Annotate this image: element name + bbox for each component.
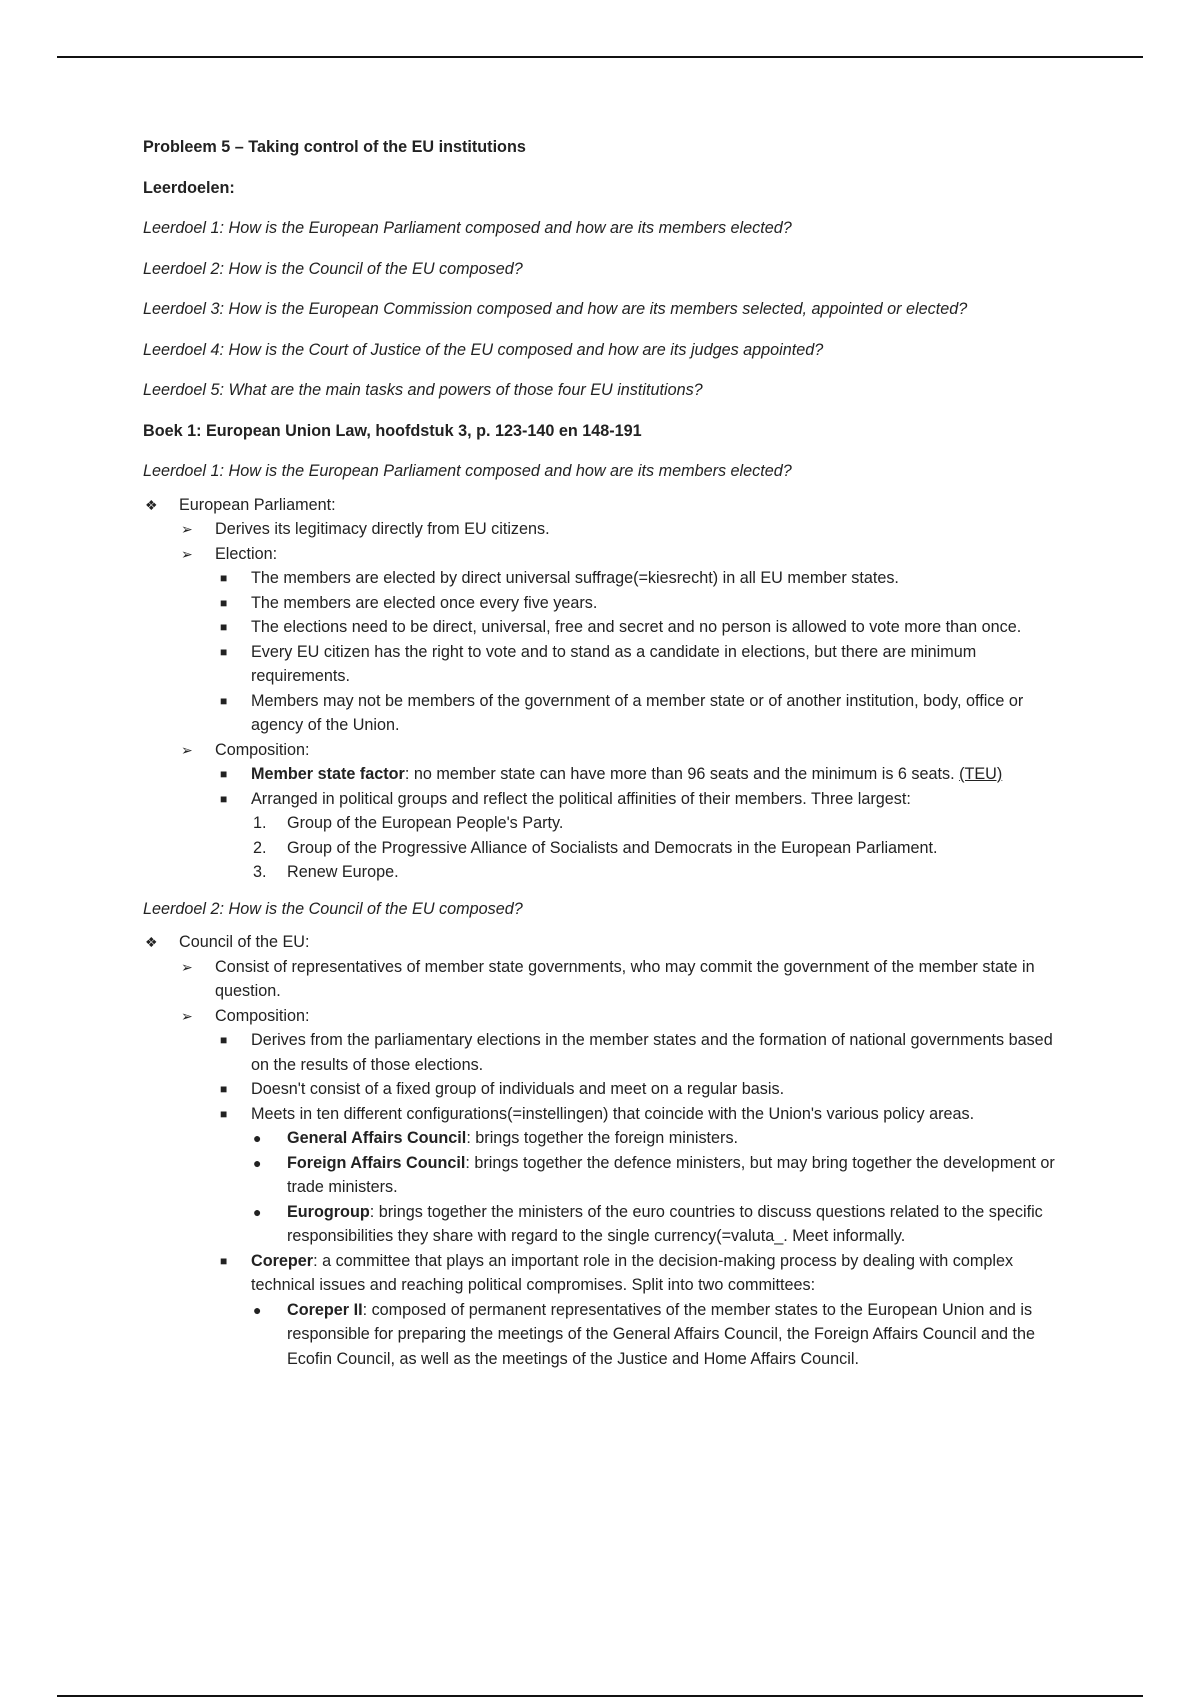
list-item: ■ Doesn't consist of a fixed group of individuals and meet on a regular basis. — [143, 1077, 1063, 1102]
numbered-item: 1. Group of the European People's Party. — [253, 814, 564, 832]
square-bullet-icon: ■ — [220, 1253, 228, 1268]
square-bullet-icon: ■ — [220, 767, 228, 781]
learning-goal: Leerdoel 2: How is the Council of the EU composed? — [143, 259, 523, 278]
learning-goals-heading: Leerdoelen: — [143, 178, 235, 197]
square-bullet-icon: ■ — [220, 620, 228, 634]
arrowhead-bullet-icon: ➢ — [181, 521, 193, 537]
learning-goal: Leerdoel 4: How is the Court of Justice of the EU composed and how are its judges appointed? — [143, 340, 824, 359]
list-item: ■ The members are elected once every five years. — [143, 591, 1063, 616]
arrowhead-bullet-icon: ➢ — [181, 1007, 193, 1024]
square-bullet-icon: ■ — [220, 571, 228, 585]
list-item: ■ The elections need to be direct, universal, free and secret and no person is allowed to vote more than once. — [143, 615, 1063, 640]
list-item: ❖ Council of the EU: — [143, 930, 1063, 955]
dot-bullet-icon: ● — [253, 1203, 262, 1220]
header-rule — [57, 56, 1143, 58]
learning-goal: Leerdoel 1: How is the European Parliament composed and how are its members elected? — [143, 219, 792, 237]
numbered-item: 3. Renew Europe. — [253, 863, 399, 881]
list-item: ■ Members may not be members of the government of a member state or of another institution, body, office or agency of the Union. — [143, 689, 1063, 738]
list-item: ■ The members are elected by direct universal suffrage(=kiesrecht) in all EU member states. — [143, 566, 1063, 591]
numbered-item: 2. Group of the Progressive Alliance of Socialists and Democrats in the European Parliament. — [253, 838, 938, 857]
document-title: Probleem 5 – Taking control of the EU institutions — [143, 138, 526, 156]
square-bullet-icon: ■ — [220, 1106, 228, 1121]
document-page — [143, 135, 1063, 1371]
book-heading: Boek 1: European Union Law, hoofdstuk 3, p. 123-140 en 148-191 — [143, 421, 642, 440]
square-bullet-icon: ■ — [220, 1082, 228, 1096]
list-item: ● Coreper II: composed of permanent representatives of the member states to the European Union and is responsible for preparing the meetings of the General Affairs Council, the Foreign Affairs Council and the Ecofin Council, as well as the meetings of the Justice and Home Affairs Council. — [143, 1298, 1063, 1372]
arrowhead-bullet-icon: ➢ — [181, 741, 193, 758]
dot-bullet-icon: ● — [253, 1154, 262, 1171]
square-bullet-icon: ■ — [220, 644, 228, 659]
list-item: ● General Affairs Council: brings together the foreign ministers. — [143, 1126, 1063, 1151]
learning-goal: Leerdoel 5: What are the main tasks and powers of those four EU institutions? — [143, 381, 703, 399]
list-item: ❖ European Parliament: — [143, 493, 1063, 518]
list-item: ➢ Election: — [143, 542, 1063, 567]
square-bullet-icon: ■ — [220, 595, 228, 610]
list-item: ➢ Derives its legitimacy directly from EU citizens. — [143, 517, 1063, 542]
learning-goal: Leerdoel 3: How is the European Commission composed and how are its members selected, appointed or elected? — [143, 300, 968, 318]
footer-rule — [57, 1695, 1143, 1697]
section-goal: Leerdoel 1: How is the European Parliament composed and how are its members elected? — [143, 462, 792, 480]
section-goal: Leerdoel 2: How is the Council of the EU composed? — [143, 899, 523, 918]
list-item: ■ Member state factor: no member state can have more than 96 seats and the minimum is 6 seats. (TEU) — [143, 762, 1063, 787]
list-item: ■ Meets in ten different configurations(=instellingen) that coincide with the Union's various policy areas. — [143, 1102, 1063, 1127]
list-item: ➢ Composition: — [143, 738, 1063, 763]
dot-bullet-icon: ● — [253, 1130, 262, 1146]
diamond-bullet-icon: ❖ — [145, 934, 158, 950]
list-item: ➢ Composition: — [143, 1004, 1063, 1029]
list-item: ● Foreign Affairs Council: brings together the defence ministers, but may bring together the development or trade ministers. — [143, 1151, 1063, 1200]
list-item: ➢ Consist of representatives of member state governments, who may commit the government of the member state in question. — [143, 955, 1063, 1004]
list-item: ■ Arranged in political groups and reflect the political affinities of their members. Three largest: — [143, 787, 1063, 812]
list-item: ● Eurogroup: brings together the ministers of the euro countries to discuss questions related to the specific responsibilities they share with regard to the single currency(=valuta_. Meet informally. — [143, 1200, 1063, 1249]
arrowhead-bullet-icon: ➢ — [181, 545, 193, 562]
list-item: ■ Coreper: a committee that plays an important role in the decision-making process by dealing with complex technical issues and reaching political compromises. Split into two committees: — [143, 1249, 1063, 1298]
arrowhead-bullet-icon: ➢ — [181, 958, 193, 975]
list-item: ■ Every EU citizen has the right to vote and to stand as a candidate in elections, but there are minimum requirements. — [143, 640, 1063, 689]
treaty-reference: (TEU) — [959, 765, 1003, 783]
dot-bullet-icon: ● — [253, 1301, 262, 1318]
square-bullet-icon: ■ — [220, 1033, 228, 1047]
square-bullet-icon: ■ — [220, 791, 228, 806]
list-item: ■ Derives from the parliamentary elections in the member states and the formation of national governments based on the results of those elections. — [143, 1028, 1063, 1077]
diamond-bullet-icon: ❖ — [145, 496, 158, 513]
square-bullet-icon: ■ — [220, 693, 228, 708]
